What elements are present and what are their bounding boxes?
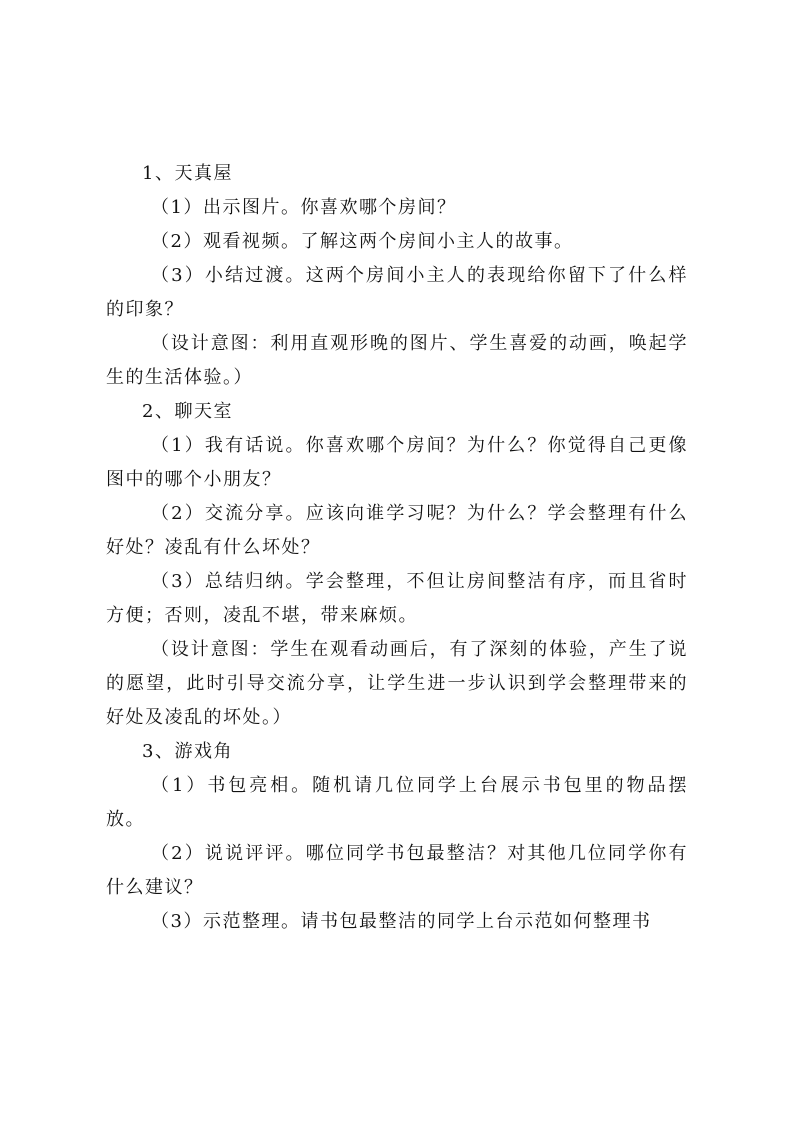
paragraph: （2）观看视频。了解这两个房间小主人的故事。 <box>151 231 574 252</box>
paragraph: （3）示范整理。请书包最整洁的同学上台示范如何整理书 <box>151 911 652 932</box>
paragraph: （1）出示图片。你喜欢哪个房间？ <box>151 197 457 218</box>
paragraph: （2）说说评评。哪位同学书包最整洁？对其他几位同学你有什么建议？ <box>106 843 688 898</box>
paragraph: （3）总结归纳。学会整理，不但让房间整洁有序，而且省时方便；否则，凌乱不堪，带来麻烦。 <box>106 571 688 626</box>
section-heading: 3、游戏角 <box>142 741 233 762</box>
paragraph: （3）小结过渡。这两个房间小主人的表现给你留下了什么样的印象？ <box>106 265 688 320</box>
design-intent-note: （设计意图：学生在观看动画后，有了深刻的体验，产生了说的愿望，此时引导交流分享，让学生进一步认识到学会整理带来的好处及凌乱的坏处。） <box>106 639 688 728</box>
paragraph: （1）书包亮相。随机请几位同学上台展示书包里的物品摆放。 <box>106 775 688 830</box>
section-heading: 1、天真屋 <box>142 163 233 184</box>
section-heading: 2、聊天室 <box>142 401 233 422</box>
document-body <box>106 157 688 939</box>
paragraph: （2）交流分享。应该向谁学习呢？为什么？学会整理有什么好处？凌乱有什么坏处？ <box>106 503 688 558</box>
paragraph: （1）我有话说。你喜欢哪个房间？为什么？你觉得自己更像图中的哪个小朋友？ <box>106 435 688 490</box>
design-intent-note: （设计意图：利用直观形晚的图片、学生喜爱的动画，唤起学生的生活体验。） <box>106 333 688 388</box>
